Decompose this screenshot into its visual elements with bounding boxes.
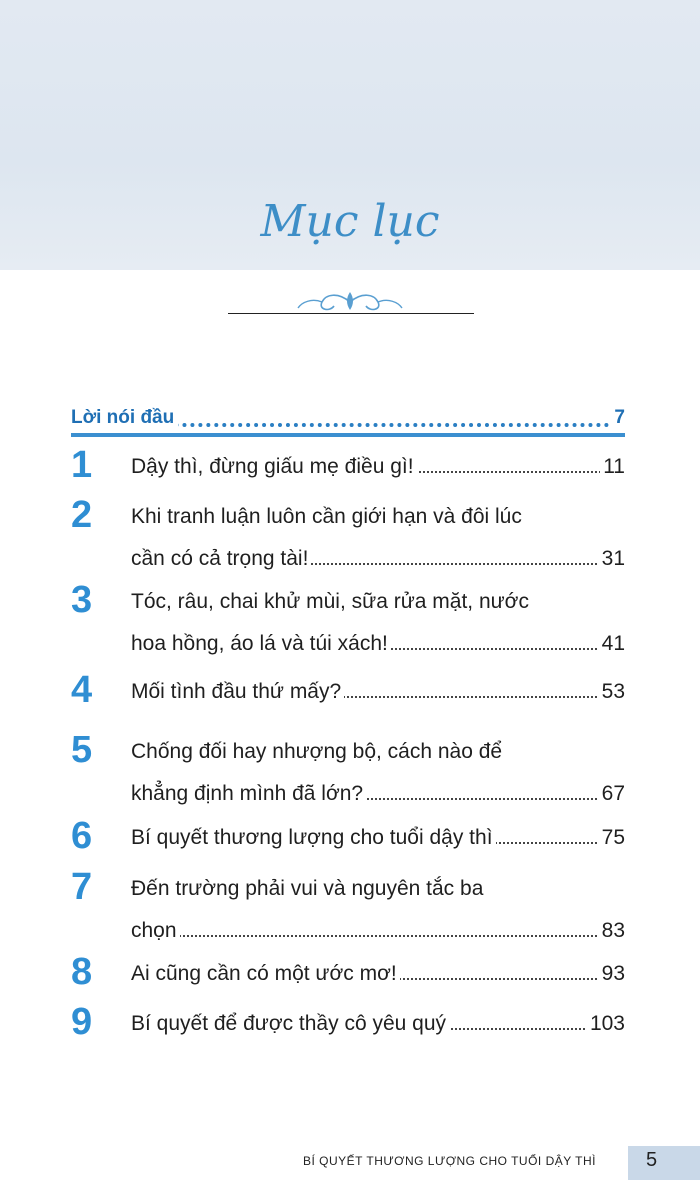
toc-entry[interactable] (71, 579, 625, 677)
chapter-title-line (131, 452, 625, 482)
chapter-number: 8 (71, 951, 93, 993)
toc-entry[interactable] (71, 494, 625, 592)
toc-entry[interactable] (71, 729, 625, 827)
chapter-title-text: Đến trường phải vui và nguyên tắc ba (131, 877, 486, 900)
chapter-title-line (131, 916, 625, 946)
chapter-title-text: Bí quyết để được thầy cô yêu quý (131, 1012, 449, 1035)
toc-entry[interactable] (71, 669, 625, 725)
footer-page-number: 5 (646, 1149, 658, 1171)
chapter-page-number: 31 (599, 544, 625, 574)
chapter-number: 6 (71, 815, 93, 857)
chapter-title-line (131, 959, 625, 989)
dot-leader (131, 935, 625, 937)
chapter-title-line (131, 502, 625, 532)
chapter-number: 7 (71, 866, 93, 908)
page-footer (0, 1138, 700, 1190)
chapter-title-line (131, 587, 625, 617)
chapter-title-text: cần có cả trọng tài! (131, 547, 311, 570)
chapter-page-number: 103 (587, 1009, 625, 1039)
chapter-title-line (131, 737, 625, 767)
chapter-title-text: chọn (131, 919, 180, 942)
chapter-title-line (131, 779, 625, 809)
chapter-number: 2 (71, 494, 93, 536)
chapter-page-number: 67 (599, 779, 625, 809)
chapter-page-number: 53 (599, 677, 625, 707)
chapter-title-text: Bí quyết thương lượng cho tuổi dậy thì (131, 826, 496, 849)
chapter-title-text: Khi tranh luận luôn cần giới hạn và đôi lúc (131, 505, 525, 528)
chapter-title-line (131, 544, 625, 574)
chapter-title-line (131, 874, 625, 904)
chapter-page-number: 75 (599, 823, 625, 853)
chapter-title-text: Ai cũng cần có một ước mơ! (131, 962, 400, 985)
chapter-title-text: Dậy thì, đừng giấu mẹ điều gì! (131, 455, 417, 478)
page-title: Mục lục (260, 196, 440, 247)
chapter-page-number: 83 (599, 916, 625, 946)
footer-accent-bar (628, 1146, 700, 1180)
ornament-divider (228, 313, 474, 314)
chapter-title-text: Mối tình đầu thứ mấy? (131, 680, 344, 703)
chapter-page-number: 93 (599, 959, 625, 989)
chapter-number: 1 (71, 444, 93, 486)
chapter-title-line (131, 823, 625, 853)
chapter-page-number: 11 (600, 452, 625, 482)
toc-entry[interactable] (71, 815, 625, 871)
preface-underline (71, 433, 625, 437)
chapter-title-text: Chống đối hay nhượng bộ, cách nào để (131, 740, 505, 763)
preface-entry[interactable] (71, 405, 625, 433)
footer-book-title: BÍ QUYẾT THƯƠNG LƯỢNG CHO TUỔI DẬY THÌ (303, 1154, 597, 1168)
chapter-title-text: Tóc, râu, chai khử mùi, sữa rửa mặt, nước (131, 590, 532, 613)
preface-page: 7 (610, 407, 625, 429)
preface-label: Lời nói đầu (71, 407, 178, 429)
toc-entry[interactable] (71, 1001, 625, 1057)
chapter-number: 5 (71, 729, 93, 771)
chapter-title-line (131, 677, 625, 707)
chapter-number: 4 (71, 669, 93, 711)
chapter-number: 3 (71, 579, 93, 621)
chapter-number: 9 (71, 1001, 93, 1043)
chapter-title-text: hoa hồng, áo lá và túi xách! (131, 632, 391, 655)
toc-entry[interactable] (71, 951, 625, 1007)
chapter-title-line (131, 629, 625, 659)
chapter-title-text: khẳng định mình đã lớn? (131, 782, 366, 805)
chapter-title-line (131, 1009, 625, 1039)
chapter-page-number: 41 (599, 629, 625, 659)
toc-entry[interactable] (71, 444, 625, 500)
toc-entry[interactable] (71, 866, 625, 964)
